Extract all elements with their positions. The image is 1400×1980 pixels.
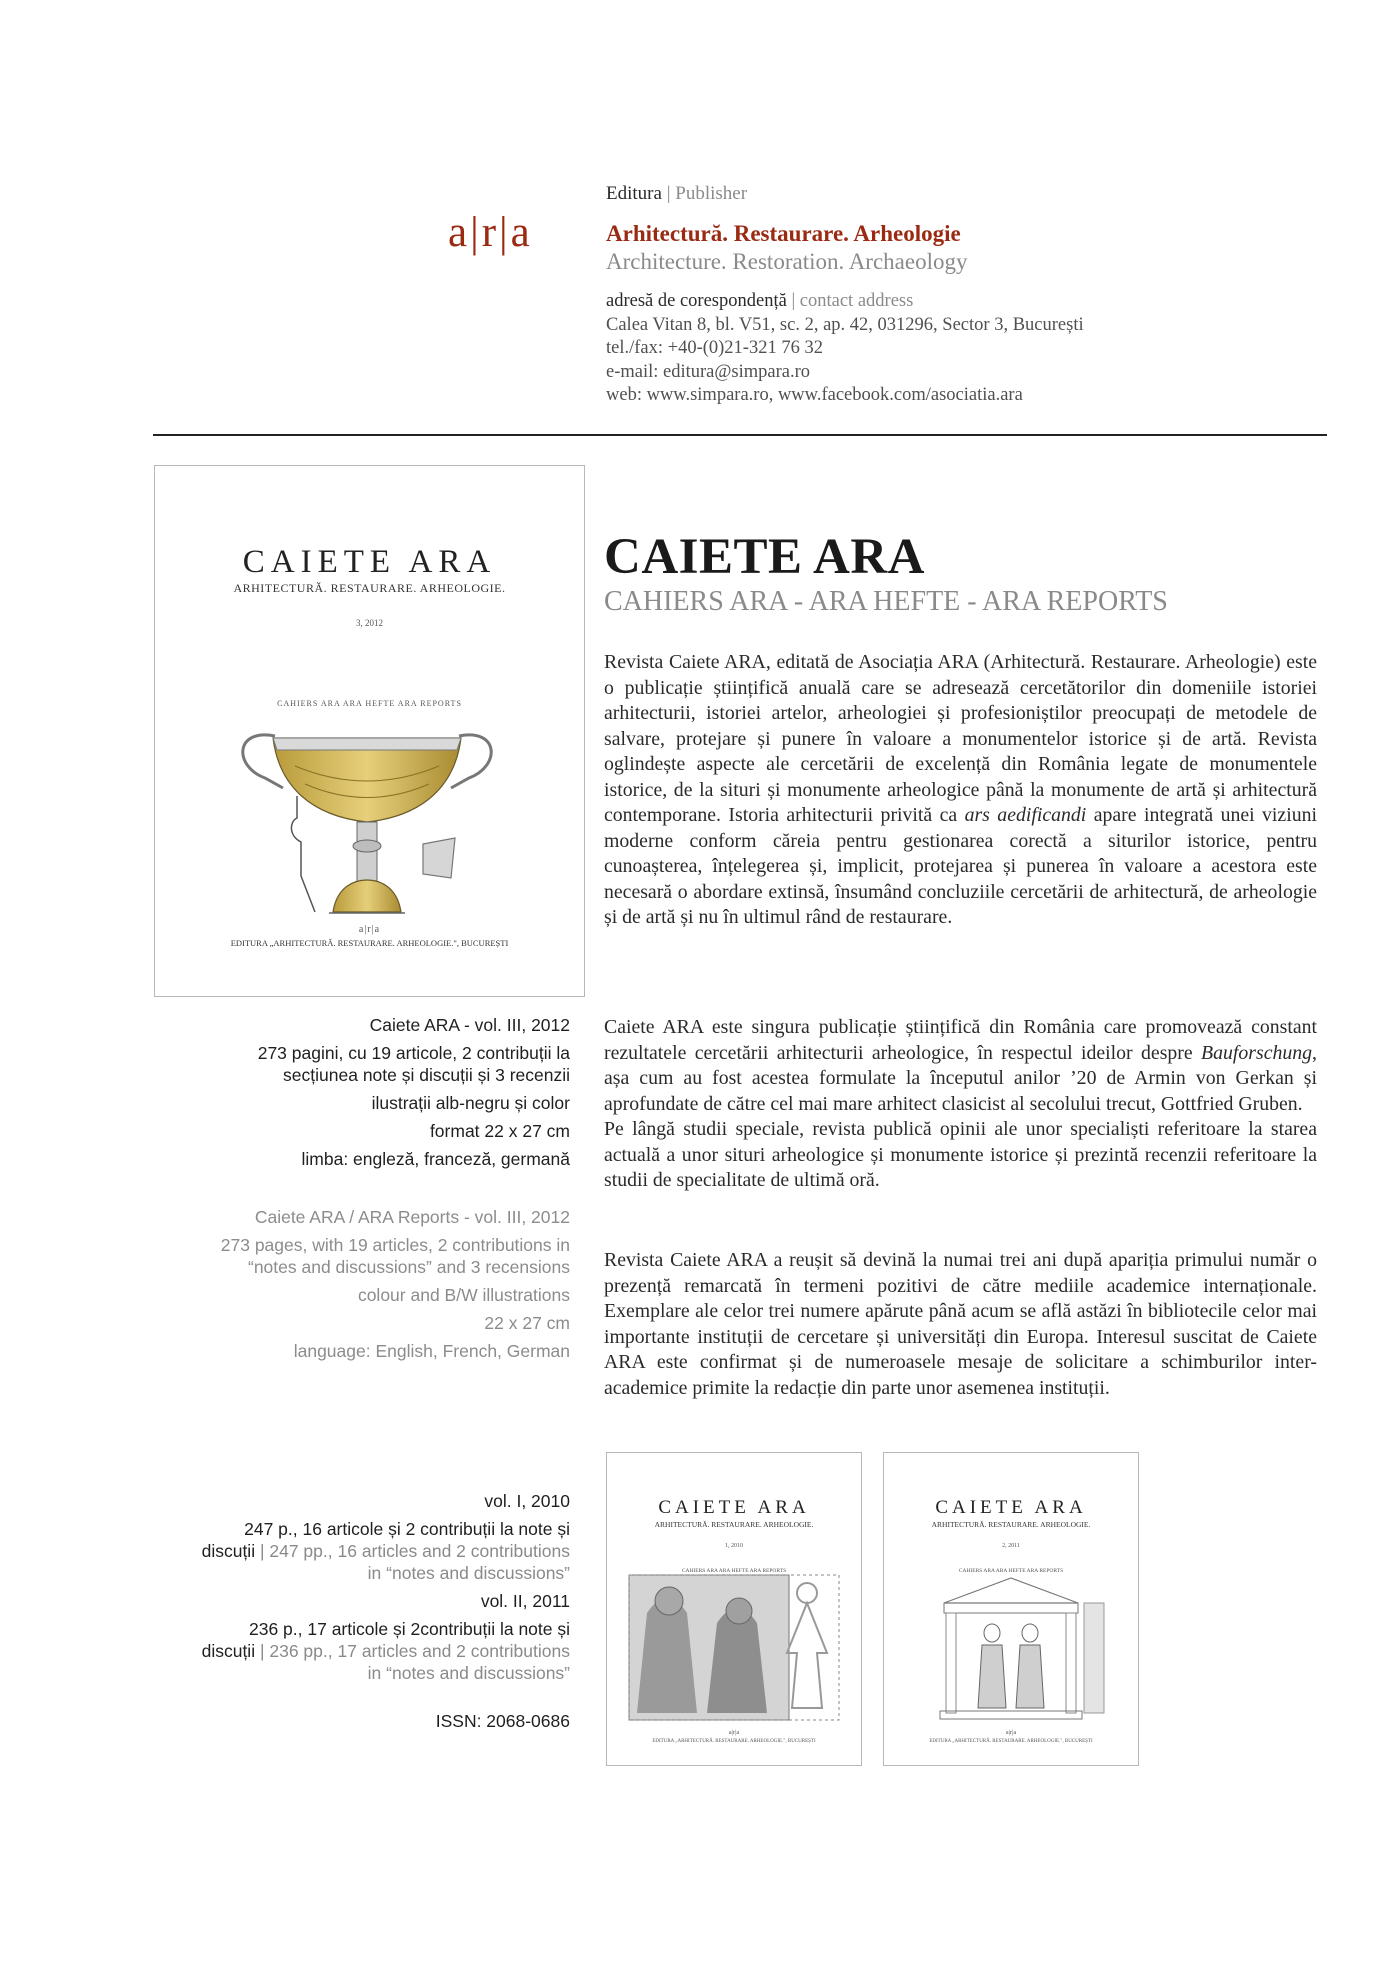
cover-vol1 <box>606 1452 862 1766</box>
postal-address: Calea Vitan 8, bl. V51, sc. 2, ap. 42, 031296, Sector 3, București <box>606 314 1084 335</box>
vol1-details: 247 p., 16 articole și 2 contribuții la note și discuții | 247 pp., 16 articles and 2 contributions in “notes and discussions” <box>201 1519 570 1583</box>
cover-title: CAIETE ARA <box>242 544 497 580</box>
paragraph-intro: Revista Caiete ARA, editată de Asociația ARA (Arhitectură. Restaurare. Arheologie) este o publicație științifică anuală care se adresează cercetătorilor din domeniile istoriei arhitecturii, istoriei artelor, arheologiei și profesioniștilor preocupați de metodele de salvare, protejare și punere în valoare a monumentelor istorice și de artă. Revista oglindește aspecte ale cercetării de excelență din România legate de monumentele istorice, de la situri și monumente arheologice până la monumente de artă și arhitectură contemporane. Istoria arhitecturii privită ca ars aedificandi apare integrată unei viziuni moderne conform căreia pentru gestionarea corectă a siturilor istorice, pentru cunoașterea, înțelegerea și, implicit, protejarea și punerea în valoare a acestora este necesară o abordare extinsă, însumând concluziile cercetării de arhitectură, de arheologie și de artă și nu în ultimul rând de restaurare. <box>604 651 1317 928</box>
paragraph-studies: Pe lângă studii speciale, revista publică opinii ale unor specialiști referitoare la starea actuală a unor situri arheologice și monumente istorice și prezintă recenzii referitoare la studii de specialitate de ultimă oră. <box>604 1118 1317 1191</box>
cover-logo: a|r|a <box>1005 1729 1017 1736</box>
cover-series: CAHIERS ARA ARA HEFTE ARA REPORTS <box>681 1568 787 1574</box>
cover-publisher: EDITURA „ARHITECTURĂ. RESTAURARE. ARHEOLOGIE.", BUCUREȘTI <box>230 938 509 948</box>
page-subtitle: CAHIERS ARA - ARA HEFTE - ARA REPORTS <box>604 586 1168 617</box>
vol3-pages-ro: 273 pagini, cu 19 articole, 2 contribuții la secțiunea note și discuții și 3 recenzii <box>257 1043 570 1085</box>
vol3-lang-ro: limba: engleză, franceză, germană <box>301 1149 570 1169</box>
cover-issue: 1, 2010 <box>725 1543 743 1549</box>
vol3-title-ro: Caiete ARA - vol. III, 2012 <box>369 1015 570 1035</box>
cover-subtitle: ARHITECTURĂ. RESTAURARE. ARHEOLOGIE. <box>654 1520 814 1529</box>
cover-title: CAIETE ARA <box>658 1497 810 1518</box>
publisher-label-en: Publisher <box>675 183 748 204</box>
italic-term: Bauforschung <box>1201 1041 1313 1064</box>
publisher-name-en: Architecture. Restoration. Archaeology <box>606 249 968 274</box>
cover-issue: 3, 2012 <box>356 618 383 628</box>
page-title: CAIETE ARA <box>604 529 925 585</box>
email-line[interactable]: e-mail: editura@simpara.ro <box>606 361 811 382</box>
vol3-lang-en: language: English, French, German <box>293 1341 570 1361</box>
vol2-details: 236 p., 17 articole și 2contribuții la note și discuții | 236 pp., 17 articles and 2 contributions in “notes and discussions” <box>201 1619 570 1683</box>
address-label: adresă de corespondență <box>606 291 787 311</box>
paragraph-bauforschung: Caiete ARA este singura publicație științifică din România care promovează constant rezultatele cercetării arhitecturii arheologice, în respectul ideilor despre Bauforschung, așa cum au fost acestea formulate la începutul anilor ’20 de Armin von Gerkan și aprofundate de către cel mai mare arhitect clasicist al secolului trecut, Gottfried Gruben. Pe lângă studii speciale, revista publică opinii ale unor specialiști referitoare la starea actuală a unor situri arheologice și monumente istorice și prezintă recenzii referitoare la studii de specialitate de ultimă oră. <box>604 1015 1317 1194</box>
vol1-title: vol. I, 2010 <box>484 1491 570 1511</box>
relief-drawing <box>607 1453 861 1765</box>
vol3-illus-ro: ilustrații alb-negru și color <box>371 1093 570 1113</box>
italic-term: ars aedificandi <box>964 804 1087 826</box>
phone-line: tel./fax: +40-(0)21-321 76 32 <box>606 338 823 358</box>
cover-publisher: EDITURA „ARHITECTURĂ. RESTAURARE. ARHEOLOGIE.", BUCUREȘTI <box>652 1739 816 1744</box>
vol3-pages-en: 273 pages, with 19 articles, 2 contributions in “notes and discussions” and 3 recensions <box>220 1235 570 1277</box>
cover-publisher: EDITURA „ARHITECTURĂ. RESTAURARE. ARHEOLOGIE.", BUCUREȘTI <box>929 1739 1093 1744</box>
vol3-format-ro: format 22 x 27 cm <box>429 1121 570 1141</box>
publisher-label: Editura <box>606 183 662 204</box>
cover-vol3 <box>154 465 585 997</box>
publisher-logo: a|r|a <box>448 209 533 256</box>
vol3-illus-en: colour and B/W illustrations <box>357 1285 570 1305</box>
stele-drawing <box>884 1453 1138 1765</box>
cover-series: CAHIERS ARA ARA HEFTE ARA REPORTS <box>958 1568 1064 1574</box>
cover-series: CAHIERS ARA ARA HEFTE ARA REPORTS <box>277 699 462 708</box>
vol2-title: vol. II, 2011 <box>480 1591 570 1611</box>
cover-logo: a|r|a <box>728 1729 740 1736</box>
publisher-name-ro: Arhitectură. Restaurare. Arheologie <box>606 221 961 246</box>
paragraph-reception: Revista Caiete ARA a reușit să devină la numai trei ani după apariția primului număr o prezență remarcată în termeni pozitivi de către mediile academice internaționale. Exemplare ale celor trei numere apărute până acum se află astăzi în bibliotecile celor mai importante instituții de cercetare și universități din Europa. Interesul suscitat de Caiete ARA este confirmat și de numeroasele mesaje de solicitare a schimburilor inter-academice primite la redacție din parte unor asemenea instituții. <box>604 1249 1317 1399</box>
cover-title: CAIETE ARA <box>935 1497 1087 1518</box>
contact-block: adresă de corespondență | contact address Calea Vitan 8, bl. V51, sc. 2, ap. 42, 031296, Sector 3, București tel./fax: +40-(0)21-321 76 32 e-mail: editura@simpara.ro web: www.simpara.ro, www.facebook.com/asociatia.ara <box>606 290 1326 408</box>
header-divider <box>153 434 1327 436</box>
vol3-details-en <box>200 1206 570 1368</box>
cover-logo: a|r|a <box>358 924 381 935</box>
issn: ISSN: 2068-0686 <box>435 1711 570 1731</box>
cover-vol2 <box>883 1452 1139 1766</box>
older-volumes <box>200 1490 570 1738</box>
vol3-format-en: 22 x 27 cm <box>484 1313 570 1333</box>
publisher-label-line: Editura | Publisher <box>606 183 748 204</box>
cover-issue: 2, 2011 <box>1002 1543 1020 1549</box>
vol3-title-en: Caiete ARA / ARA Reports - vol. III, 2012 <box>254 1207 570 1227</box>
chalice-drawing <box>155 466 584 996</box>
cover-subtitle: ARHITECTURĂ. RESTAURARE. ARHEOLOGIE. <box>233 581 506 595</box>
cover-subtitle: ARHITECTURĂ. RESTAURARE. ARHEOLOGIE. <box>931 1520 1091 1529</box>
publisher-header <box>606 182 1326 408</box>
address-label-en: contact address <box>799 291 914 311</box>
vol3-details-ro <box>200 1014 570 1176</box>
web-line[interactable]: web: www.simpara.ro, www.facebook.com/asociatia.ara <box>606 385 1023 405</box>
